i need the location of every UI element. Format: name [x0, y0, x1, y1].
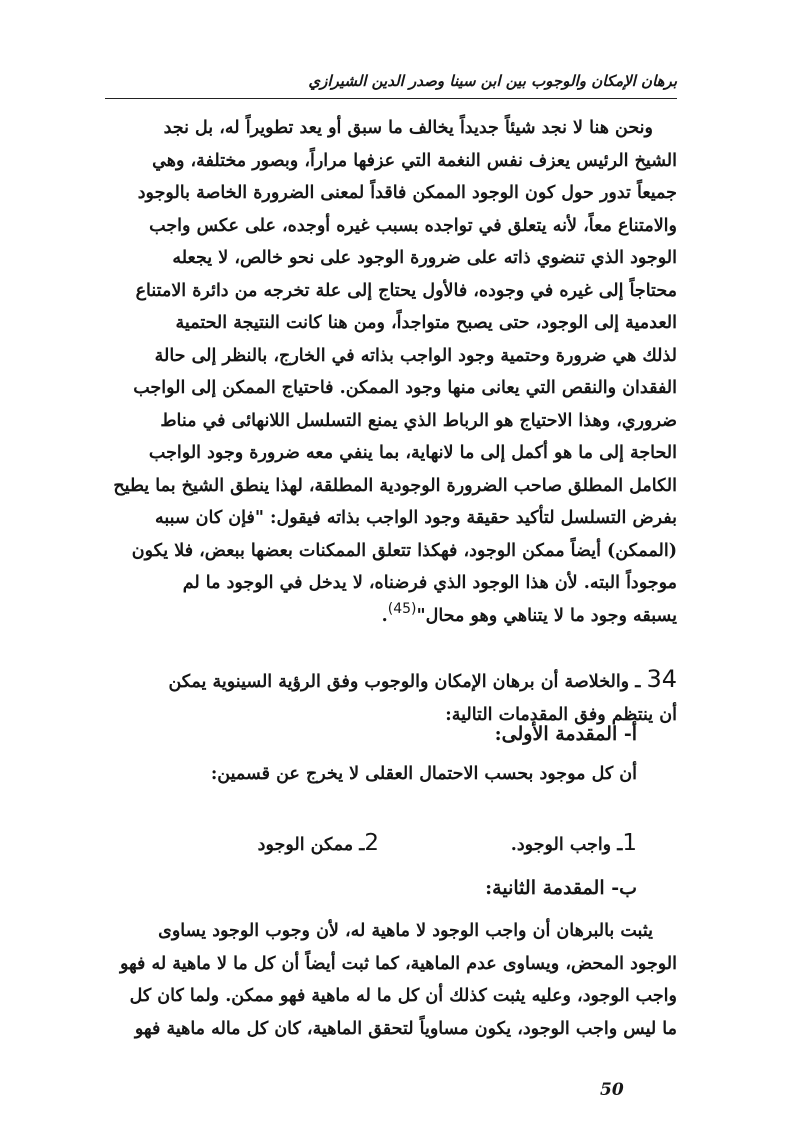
paragraph-1-line: الكامل المطلق صاحب الضرورة الوجودية المطلقة، لهذا ينطق الشيخ بما يطيح	[113, 475, 677, 496]
case-text: ـ ممكن الوجود	[257, 835, 365, 855]
paragraph-1-line: موجوداً البته. لأن هذا الوجود الذي فرضناه، لا يدخل في الوجود ما لم	[182, 573, 677, 593]
case-possible-existent	[258, 827, 379, 861]
paragraph-3-line: ما ليس واجب الوجود، يكون مساوياً لتحقق الماهية، كان كل ماله ماهية فهو	[134, 1018, 677, 1039]
paragraph-1-line: والامتناع معاً، لأنه يتعلق في تواجده بسبب غيره أوجده، على عكس واجب	[149, 215, 677, 236]
header-rule	[105, 98, 677, 99]
paragraph-1-line: الفقدان والنقص التي يعانى منها وجود الممكن. فاحتياج الممكن إلى الواجب	[133, 378, 677, 398]
quote-end-text: يسبقه وجود ما لا يتناهي وهو محال"	[416, 605, 677, 626]
paragraph-1-line: الشيخ الرئيس يعزف نفس النغمة التي عزفها مراراً، وبصور مختلفة، وهي	[152, 150, 677, 171]
paragraph-1-line: بفرض التسلسل لتأكيد حقيقة وجود الواجب بذاته فيقول: "فإن كان سببه	[154, 508, 677, 528]
paragraph-1	[105, 112, 677, 632]
case-necessary-existent	[511, 827, 637, 861]
case-number: 2	[364, 830, 379, 856]
paragraph-1-line: العدمية إلى الوجود، حتى يصبح متواجداً، ومن هنا كانت النتيجة الحتمية	[175, 313, 677, 333]
paragraph-2-line: أن ينتظم وفق المقدمات التالية:	[445, 704, 677, 725]
page-number: 50	[600, 1080, 624, 1100]
paragraph-3-line: يثبت بالبرهان أن واجب الوجود لا ماهية له، لأن وجوب الوجود يساوى	[158, 921, 653, 941]
paragraph-2-text: ـ والخلاصة أن برهان الإمكان والوجوب وفق الرؤية السينوية يمكن	[168, 672, 641, 692]
paragraph-3	[105, 915, 677, 1045]
case-text: ـ واجب الوجود.	[510, 835, 623, 855]
running-header: برهان الإمكان والوجوب بين ابن سينا وصدر الدين الشيرازي	[308, 72, 677, 90]
paragraph-3-line: واجب الوجود، وعليه يثبت كذلك أن كل ما له ماهية فهو ممكن. ولما كان كل	[129, 986, 677, 1006]
paragraph-1-last-line	[105, 600, 677, 633]
paragraph-2-line	[105, 663, 677, 699]
sentence-end-mark: .	[381, 605, 388, 626]
premise-1-statement: أن كل موجود بحسب الاحتمال العقلى لا يخرج عن قسمين:	[210, 764, 637, 784]
premise-2-heading: ب- المقدمة الثانية:	[485, 877, 637, 899]
paragraph-1-line: الوجود الذي تنضوي ذاته على ضرورة الوجود على نحو خالص، لا يجعله	[172, 248, 677, 268]
paragraph-1-line: ضروري، وهذا الاحتياج هو الرباط الذي يمنع التسلسل اللانهائى في مناط	[160, 410, 677, 431]
paragraph-1-line: محتاجاً إلى غيره في وجوده، فالأول يحتاج إلى علة تخرجه من دائرة الامتناع	[135, 280, 677, 301]
footnote-marker: (45)	[387, 600, 417, 617]
paragraph-1-line: (الممكن) أيضاً ممكن الوجود، فهكذا تتعلق الممكنات بعضها ببعض، فلا يكون	[131, 540, 677, 561]
paragraph-1-line: لذلك هي ضرورة وحتمية وجود الواجب بذاته في الخارج، بالنظر إلى حالة	[154, 345, 677, 366]
paragraph-1-line: جميعاً تدور حول كون الوجود الممكن فاقداً لمعنى الضرورة الخاصة بالوجود	[137, 183, 677, 203]
case-number: 1	[622, 830, 637, 856]
paragraph-1-line: الحاجة إلى ما هو أكمل إلى ما لانهاية، بما ينفي معه ضرورة وجود الواجب	[148, 443, 677, 463]
paragraph-1-line: ونحن هنا لا نجد شيئاً جديداً يخالف ما سبق أو يعد تطويراً له، بل نجد	[163, 118, 653, 138]
premise-1-heading: أ- المقدمة الأولى:	[494, 723, 637, 745]
paragraph-number: 34	[646, 665, 677, 693]
paragraph-3-line: الوجود المحض، ويساوى عدم الماهية، كما ثبت أيضاً أن كل ما لا ماهية له فهو	[119, 953, 677, 974]
